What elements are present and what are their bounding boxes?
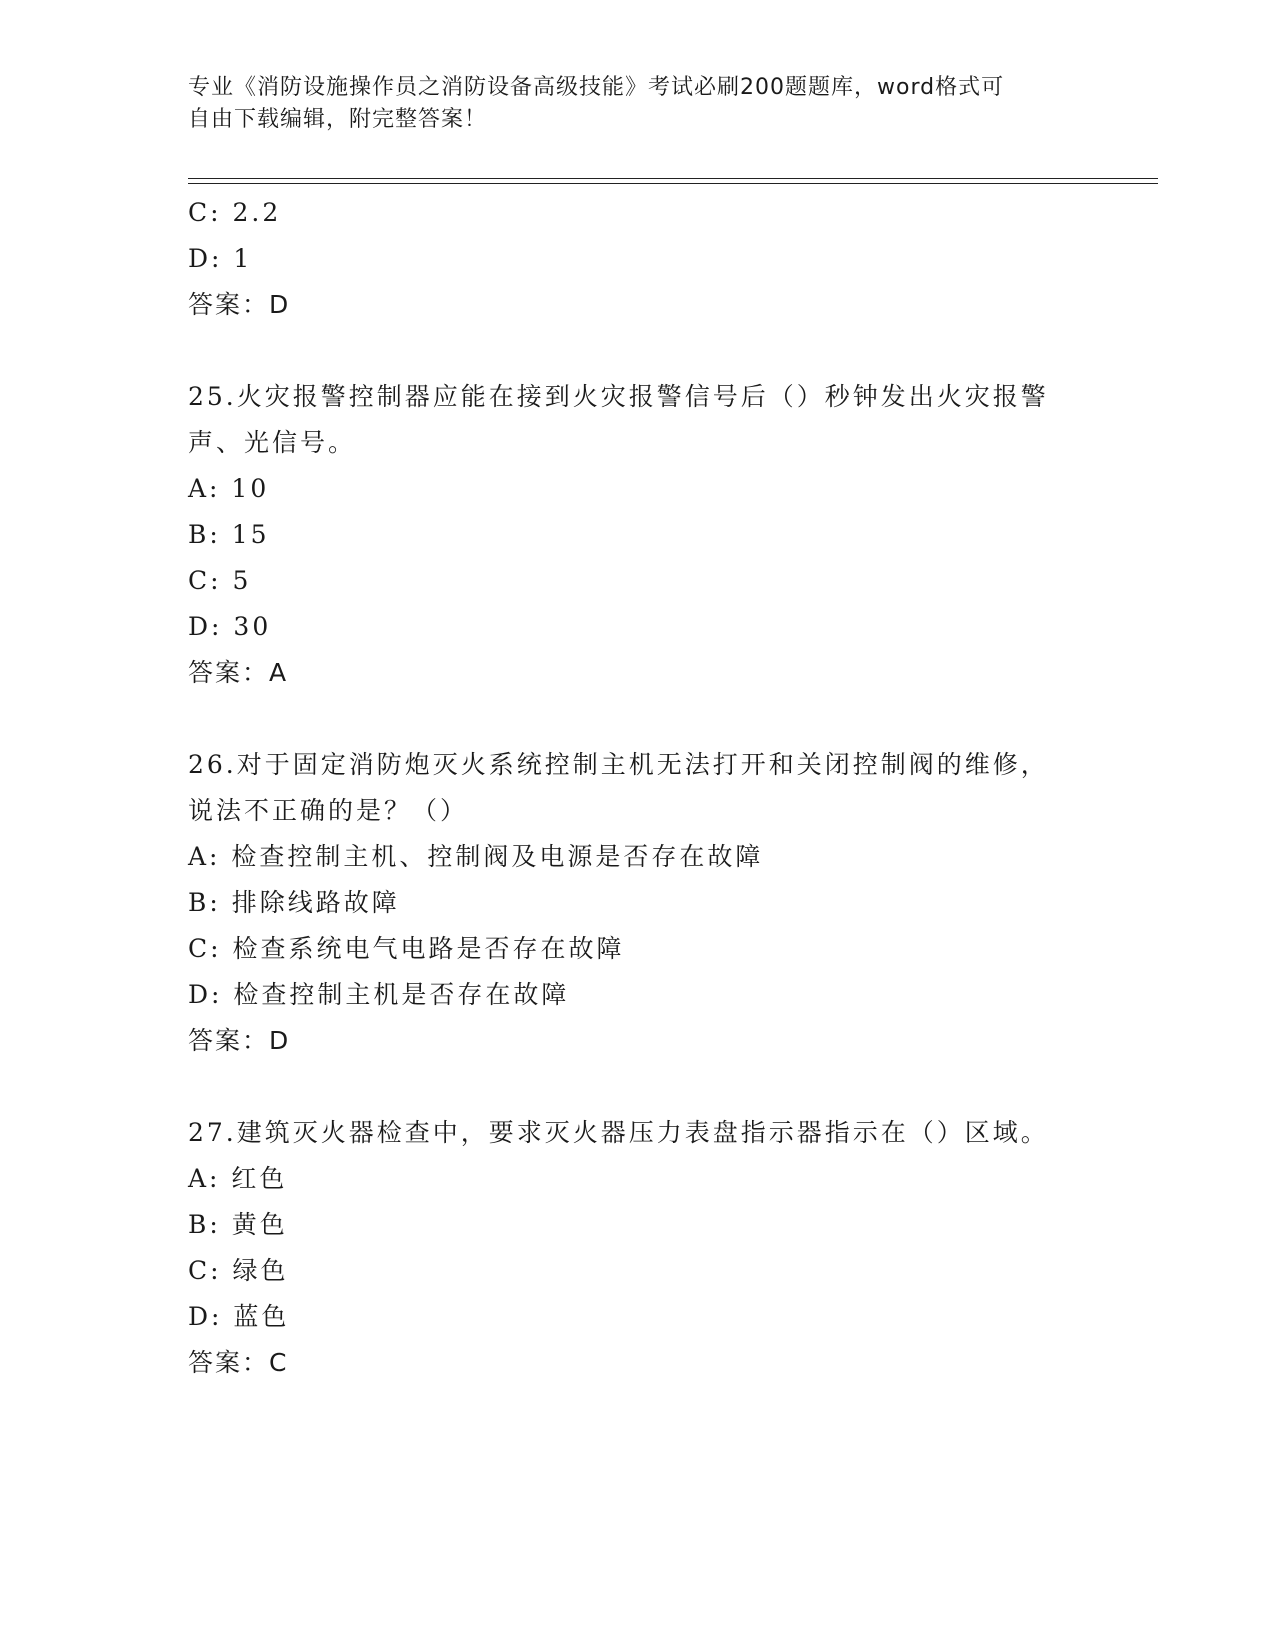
header-line-1: 专业《消防设施操作员之消防设备高级技能》考试必刷200题题库，word格式可 (188, 75, 1005, 100)
document-body (188, 190, 1088, 1386)
header-divider-top (188, 178, 1158, 179)
header-line-2: 自由下载编辑，附完整答案！ (188, 107, 488, 132)
option-b: B: 排除线路故障 (188, 888, 400, 917)
header-divider-bottom (188, 183, 1158, 184)
answer-line: 答案：A (188, 658, 289, 687)
option-c: C: 5 (188, 566, 252, 595)
option-a: A: 10 (188, 474, 270, 503)
option-c: C: 绿色 (188, 1256, 289, 1285)
question-27 (188, 1110, 1088, 1386)
question-26 (188, 742, 1088, 1064)
question-stem (188, 374, 1088, 466)
question-stem (188, 1110, 1088, 1156)
document-header (188, 72, 1088, 136)
option-d: D: 蓝色 (188, 1302, 290, 1331)
answer-line: 答案：C (188, 1348, 289, 1377)
option-c: C: 2.2 (188, 198, 282, 227)
option-a: A: 检查控制主机、控制阀及电源是否存在故障 (188, 842, 764, 871)
answer-line: 答案：D (188, 290, 291, 319)
option-b: B: 黄色 (188, 1210, 288, 1239)
option-d: D: 30 (188, 612, 272, 641)
question-stem-line-2: 说法不正确的是？（） (188, 796, 469, 825)
option-d: D: 1 (188, 244, 253, 273)
answer-line: 答案：D (188, 1026, 291, 1055)
question-stem-line-2: 声、光信号。 (188, 428, 357, 457)
option-a: A: 红色 (188, 1164, 288, 1193)
option-b: B: 15 (188, 520, 270, 549)
question-24-continued (188, 190, 1088, 328)
question-stem-line-1: 27.建筑灭火器检查中，要求灭火器压力表盘指示器指示在（）区域。 (188, 1118, 1049, 1147)
question-stem-line-1: 26.对于固定消防炮灭火系统控制主机无法打开和关闭控制阀的维修， (188, 750, 1049, 779)
option-d: D: 检查控制主机是否存在故障 (188, 980, 570, 1009)
question-25 (188, 374, 1088, 696)
option-c: C: 检查系统电气电路是否存在故障 (188, 934, 625, 963)
question-stem-line-1: 25.火灾报警控制器应能在接到火灾报警信号后（）秒钟发出火灾报警 (188, 382, 1049, 411)
question-stem (188, 742, 1088, 834)
